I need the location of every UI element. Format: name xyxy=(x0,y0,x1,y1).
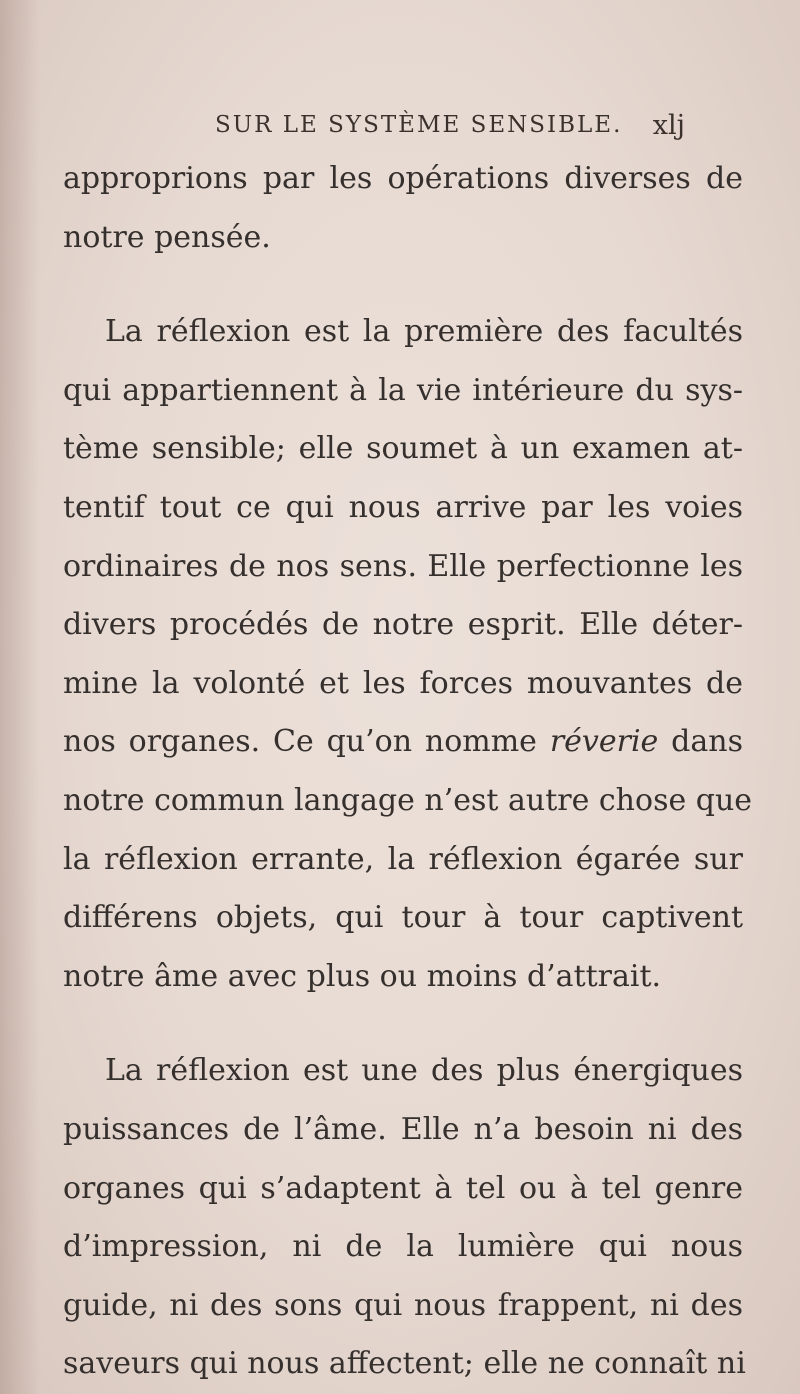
text-line: guide, ni des sons qui nous frappent, ni des xyxy=(63,1287,743,1323)
text-line: qui appartiennent à la vie intérieure du sys- xyxy=(63,372,743,408)
running-head xyxy=(215,112,685,148)
paragraph xyxy=(63,150,743,267)
body-text xyxy=(63,150,753,1394)
text-fragment: dans xyxy=(658,724,743,760)
page-edge-shadow xyxy=(0,0,40,1394)
text-line: ordinaires de nos sens. Elle perfectionne les xyxy=(63,548,743,584)
page-number: xlj xyxy=(652,110,685,141)
text-line: tème sensible; elle soumet à un examen at- xyxy=(63,431,743,467)
text-line: notre âme avec plus ou moins d’attrait. xyxy=(63,958,662,994)
text-line xyxy=(63,713,743,772)
text-line: saveurs qui nous affectent; elle ne connaît ni xyxy=(63,1346,746,1382)
text-line: divers procédés de notre esprit. Elle déter- xyxy=(63,607,743,643)
text-line: notre pensée. xyxy=(63,219,271,255)
text-line: La réflexion est une des plus énergiques xyxy=(105,1053,743,1089)
running-title: SUR LE SYSTÈME SENSIBLE. xyxy=(215,112,623,138)
text-line: la réflexion errante, la réflexion égarée sur xyxy=(63,841,743,877)
text-line: puissances de l’âme. Elle n’a besoin ni des xyxy=(63,1111,743,1147)
text-line: tentif tout ce qui nous arrive par les voies xyxy=(63,489,743,525)
paragraph xyxy=(63,303,753,1006)
text-line: notre commun langage n’est autre chose que xyxy=(63,782,753,818)
text-line: différens objets, qui tour à tour captivent xyxy=(63,900,743,936)
text-line: La réflexion est la première des facultés xyxy=(105,314,743,350)
text-line: approprions par les opérations diverses de xyxy=(63,161,743,196)
paragraph xyxy=(63,1042,746,1394)
text-fragment: nos organes. Ce qu’on nomme xyxy=(63,724,550,760)
text-line: mine la volonté et les forces mouvantes de xyxy=(63,665,743,701)
italic-word: réverie xyxy=(549,724,659,760)
text-line: organes qui s’adaptent à tel ou à tel genre xyxy=(63,1170,743,1206)
text-line: d’impression, ni de la lumière qui nous xyxy=(63,1229,743,1265)
